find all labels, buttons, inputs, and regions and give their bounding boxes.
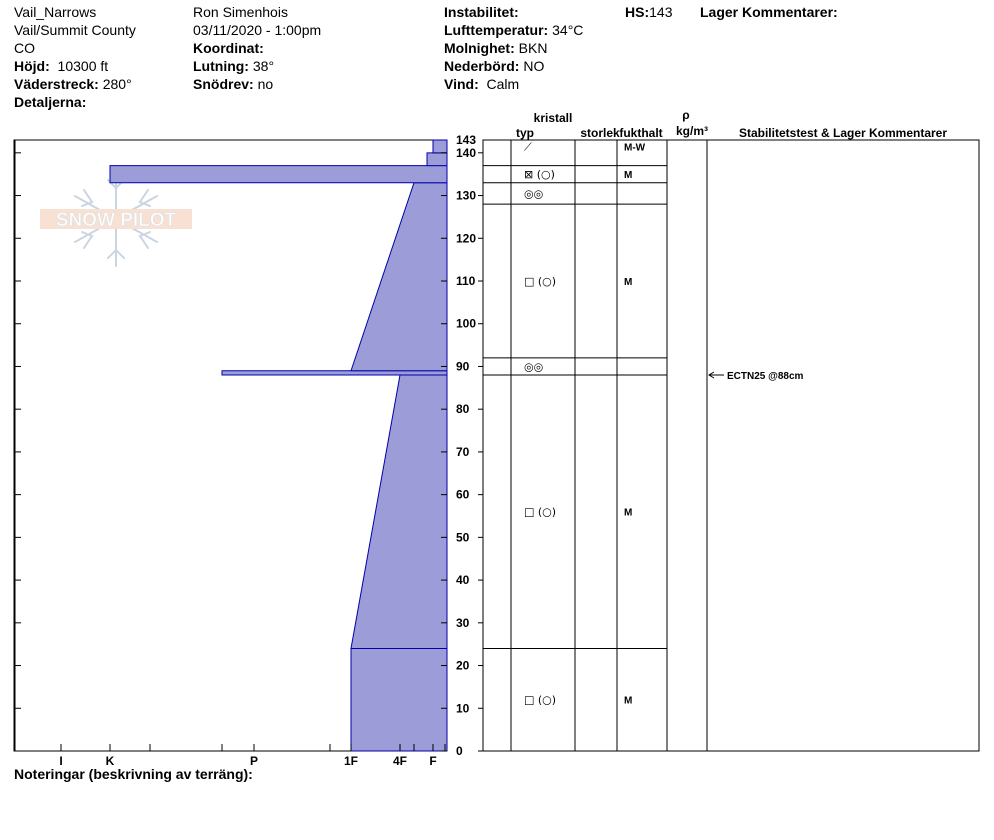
wind-value: Calm xyxy=(486,76,520,92)
location-name: Vail_Narrows xyxy=(14,4,97,20)
airtemp-value: 34°C xyxy=(552,22,584,38)
crystal-header: kristall xyxy=(533,111,573,125)
moisture-value: M xyxy=(624,695,633,707)
moisture-value: M xyxy=(624,170,633,182)
drift-value: no xyxy=(257,76,274,92)
grain-type: ◎◎ xyxy=(524,187,544,201)
height-top-label: 143 xyxy=(456,133,477,147)
profile-layer xyxy=(427,153,447,166)
hs-label: HS: xyxy=(625,4,650,20)
grain-type: ⊠ (○) xyxy=(524,168,555,182)
moisture-value: M xyxy=(624,507,633,519)
aspect-value: 280° xyxy=(102,76,132,92)
height-tick-label: 110 xyxy=(456,274,476,288)
height-tick-label: 140 xyxy=(456,145,477,160)
density-unit-header: kg/m³ xyxy=(675,124,709,138)
height-tick-label: 50 xyxy=(456,530,470,545)
hardness-tick-label: P xyxy=(249,754,259,768)
height-tick-label: 120 xyxy=(456,231,477,246)
height-tick-label: 40 xyxy=(456,573,470,588)
cloud-value: BKN xyxy=(518,40,548,56)
slope-label: Lutning: xyxy=(193,58,249,74)
state-name: CO xyxy=(14,40,35,56)
hardness-tick-label: 1F xyxy=(343,754,359,768)
terrain-notes-label: Noteringar (beskrivning av terräng): xyxy=(14,766,253,782)
height-tick-label: 80 xyxy=(456,402,470,417)
cloud-label: Molnighet: xyxy=(444,40,515,56)
drift-label: Snödrev: xyxy=(193,76,254,92)
hardness-tick-label: 4F xyxy=(392,754,408,768)
airtemp-label: Lufttemperatur: xyxy=(444,22,549,38)
hardness-tick-label: I xyxy=(59,754,63,768)
stability-tests xyxy=(709,371,804,382)
slope-value: 38° xyxy=(252,58,275,74)
elevation-label: Höjd: xyxy=(14,58,50,74)
height-tick-label: 100 xyxy=(456,316,477,331)
height-tick-label: 60 xyxy=(456,487,470,502)
rho-header: ρ xyxy=(682,108,690,122)
height-tick-label: 70 xyxy=(456,444,470,459)
elevation-value: 10300 ft xyxy=(57,58,109,74)
moisture-header: fukthalt xyxy=(619,126,663,140)
size-header: storlek xyxy=(580,126,620,140)
profile-layer xyxy=(110,166,447,183)
layer-comments-label: Lager Kommentarer: xyxy=(700,4,838,20)
stability-header: Stabilitetstest & Lager Kommentarer xyxy=(738,126,948,140)
aspect-label: Väderstreck: xyxy=(14,76,99,92)
profile-layer xyxy=(351,375,447,648)
precip-value: NO xyxy=(523,58,545,74)
profile-layer xyxy=(351,648,447,751)
instability-label: Instabilitet: xyxy=(444,4,519,20)
height-tick-label: 130 xyxy=(456,188,477,203)
height-tick-label: 10 xyxy=(456,701,470,716)
grain-type: ⟋ xyxy=(524,140,532,154)
region-name: Vail/Summit County xyxy=(14,22,136,38)
logo-text: SNOW PILOT xyxy=(55,210,177,231)
snowpilot-logo xyxy=(40,172,192,266)
grain-type: □ (○) xyxy=(524,505,557,519)
moisture-value: M xyxy=(624,277,633,288)
profile-layer xyxy=(433,140,447,153)
type-header: typ xyxy=(516,126,534,140)
hs-value: 143 xyxy=(649,4,673,20)
precip-label: Nederbörd: xyxy=(444,58,520,74)
stability-test-label: ECTN25 @88cm xyxy=(727,371,804,382)
height-tick-label: 30 xyxy=(456,615,470,630)
moisture-value: M-W xyxy=(624,142,646,154)
height-tick-label: 0 xyxy=(456,744,463,758)
grain-type: □ (○) xyxy=(524,693,557,707)
profile-layer xyxy=(222,371,447,375)
grain-type: ◎◎ xyxy=(524,360,544,374)
details-label: Detaljerna: xyxy=(14,94,87,110)
observation-datetime: 03/11/2020 - 1:00pm xyxy=(193,22,322,38)
hardness-tick-label: F xyxy=(429,754,437,768)
profile-layer xyxy=(351,183,447,371)
hardness-profile xyxy=(110,140,447,751)
hardness-tick-label: K xyxy=(105,754,115,768)
observer-name: Ron Simenhois xyxy=(193,4,288,20)
layer-table-frame xyxy=(483,140,979,751)
grain-type: □ (○) xyxy=(524,275,557,288)
height-tick-label: 20 xyxy=(456,658,470,673)
height-tick-label: 90 xyxy=(456,359,470,374)
wind-label: Vind: xyxy=(444,76,479,92)
coordinate-label: Koordinat: xyxy=(193,40,264,56)
